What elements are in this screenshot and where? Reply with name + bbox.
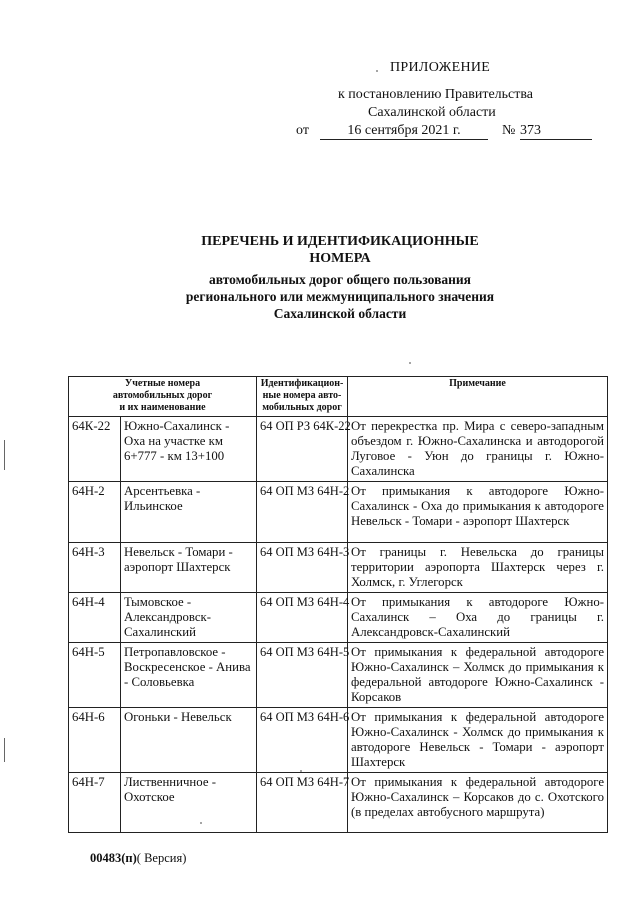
- decree-date: 16 сентября 2021 г.: [320, 123, 488, 140]
- scan-mark: [4, 738, 5, 762]
- road-note: От границы г. Невельска до границы территории аэропорта Шахтерск через г. Холмск, г. Углегорск: [348, 543, 608, 593]
- decree-number: 373: [520, 123, 592, 140]
- table-header-row: [69, 377, 608, 417]
- annex-title: ПРИЛОЖЕНИЕ: [390, 60, 491, 75]
- annex-line-2: Сахалинской области: [368, 105, 496, 120]
- scan-speck: [300, 770, 302, 772]
- subheading-line-1: автомобильных дорог общего пользования: [209, 272, 471, 287]
- road-name: Южно-Сахалинск - Оха на участке км 6+777 - км 13+100: [121, 417, 257, 482]
- table-row: [69, 593, 608, 643]
- road-code: 64Н-4: [69, 593, 121, 643]
- header-text: автомобильных дорог: [112, 390, 213, 401]
- from-label: от: [296, 123, 309, 138]
- road-note: От перекрестка пр. Мира с северо-западным объездом г. Южно-Сахалинска и автодорогой Луговое - Уюн до границы г. Южно-Сахалинска: [348, 417, 608, 482]
- heading-line-2: НОМЕРА: [309, 251, 371, 266]
- road-note: От примыкания к федеральной автодороге Южно-Сахалинск – Холмск до примыкания к федеральной автодороге Южно-Сахалинск - Корсаков: [348, 643, 608, 708]
- road-name: Арсентьевка - Ильинское: [121, 482, 257, 543]
- road-note: От примыкания к автодороге Южно-Сахалинск – Оха до границы г. Александровск-Сахалинский: [348, 593, 608, 643]
- road-id: 64 ОП РЗ 64К-22: [257, 417, 348, 482]
- road-code: 64К-22: [69, 417, 121, 482]
- road-code: 64Н-7: [69, 773, 121, 833]
- scan-speck: [200, 822, 202, 824]
- roads-table: [68, 376, 608, 833]
- road-note: От примыкания к автодороге Южно-Сахалинск - Оха до примыкания к автодороге Невельск - Томари - аэропорт Шахтерск: [348, 482, 608, 543]
- table-row: [69, 773, 608, 833]
- document-footer: [90, 851, 186, 866]
- table-row: [69, 708, 608, 773]
- scan-speck: [409, 362, 411, 364]
- header-text: Идентификацион-: [260, 378, 344, 389]
- table-row: [69, 543, 608, 593]
- subheading-line-3: Сахалинской области: [273, 306, 407, 321]
- table-row: [69, 482, 608, 543]
- road-id: 64 ОП МЗ 64Н-2: [257, 482, 348, 543]
- road-id: 64 ОП МЗ 64Н-6: [257, 708, 348, 773]
- scan-speck: [376, 70, 378, 72]
- road-code: 64Н-3: [69, 543, 121, 593]
- road-id: 64 ОП МЗ 64Н-7: [257, 773, 348, 833]
- header-text: мобильных дорог: [262, 402, 342, 413]
- header-text: ные номера авто-: [262, 390, 342, 401]
- header-text: Учетные номера: [124, 378, 201, 389]
- road-code: 64Н-5: [69, 643, 121, 708]
- scan-mark: [4, 440, 5, 470]
- number-label: №: [502, 123, 516, 138]
- road-note: От примыкания к федеральной автодороге Южно-Сахалинск – Корсаков до с. Охотского (в пределах автобусного маршрута): [348, 773, 608, 833]
- document-heading: [140, 233, 540, 267]
- road-id: 64 ОП МЗ 64Н-3: [257, 543, 348, 593]
- header-note: Примечание: [348, 377, 608, 417]
- header-identification-numbers: [257, 377, 348, 417]
- heading-line-1: ПЕРЕЧЕНЬ И ИДЕНТИФИКАЦИОННЫЕ: [201, 234, 479, 249]
- road-code: 64Н-2: [69, 482, 121, 543]
- annex-date-line: [296, 123, 596, 141]
- road-id: 64 ОП МЗ 64Н-4: [257, 593, 348, 643]
- road-name: Петропавловское - Воскресенское - Анива - Соловьевка: [121, 643, 257, 708]
- table-row: [69, 417, 608, 482]
- footer-version: ( Версия): [136, 851, 187, 865]
- subheading-line-2: регионального или межмуниципального значения: [185, 289, 495, 304]
- road-note: От примыкания к федеральной автодороге Южно-Сахалинск - Холмск до примыкания к автодороге Невельск - Томари - аэропорт Шахтерск: [348, 708, 608, 773]
- document-subheading: [140, 271, 540, 322]
- header-text: и их наименование: [119, 402, 206, 413]
- header-road-numbers: [69, 377, 257, 417]
- footer-code: 00483(п): [90, 851, 137, 865]
- road-name: Тымовское - Александровск-Сахалинский: [121, 593, 257, 643]
- road-name: Лиственничное - Охотское: [121, 773, 257, 833]
- road-name: Огоньки - Невельск: [121, 708, 257, 773]
- table-row: [69, 643, 608, 708]
- road-name: Невельск - Томари - аэропорт Шахтерск: [121, 543, 257, 593]
- road-id: 64 ОП МЗ 64Н-5: [257, 643, 348, 708]
- road-code: 64Н-6: [69, 708, 121, 773]
- annex-line-1: к постановлению Правительства: [338, 87, 534, 102]
